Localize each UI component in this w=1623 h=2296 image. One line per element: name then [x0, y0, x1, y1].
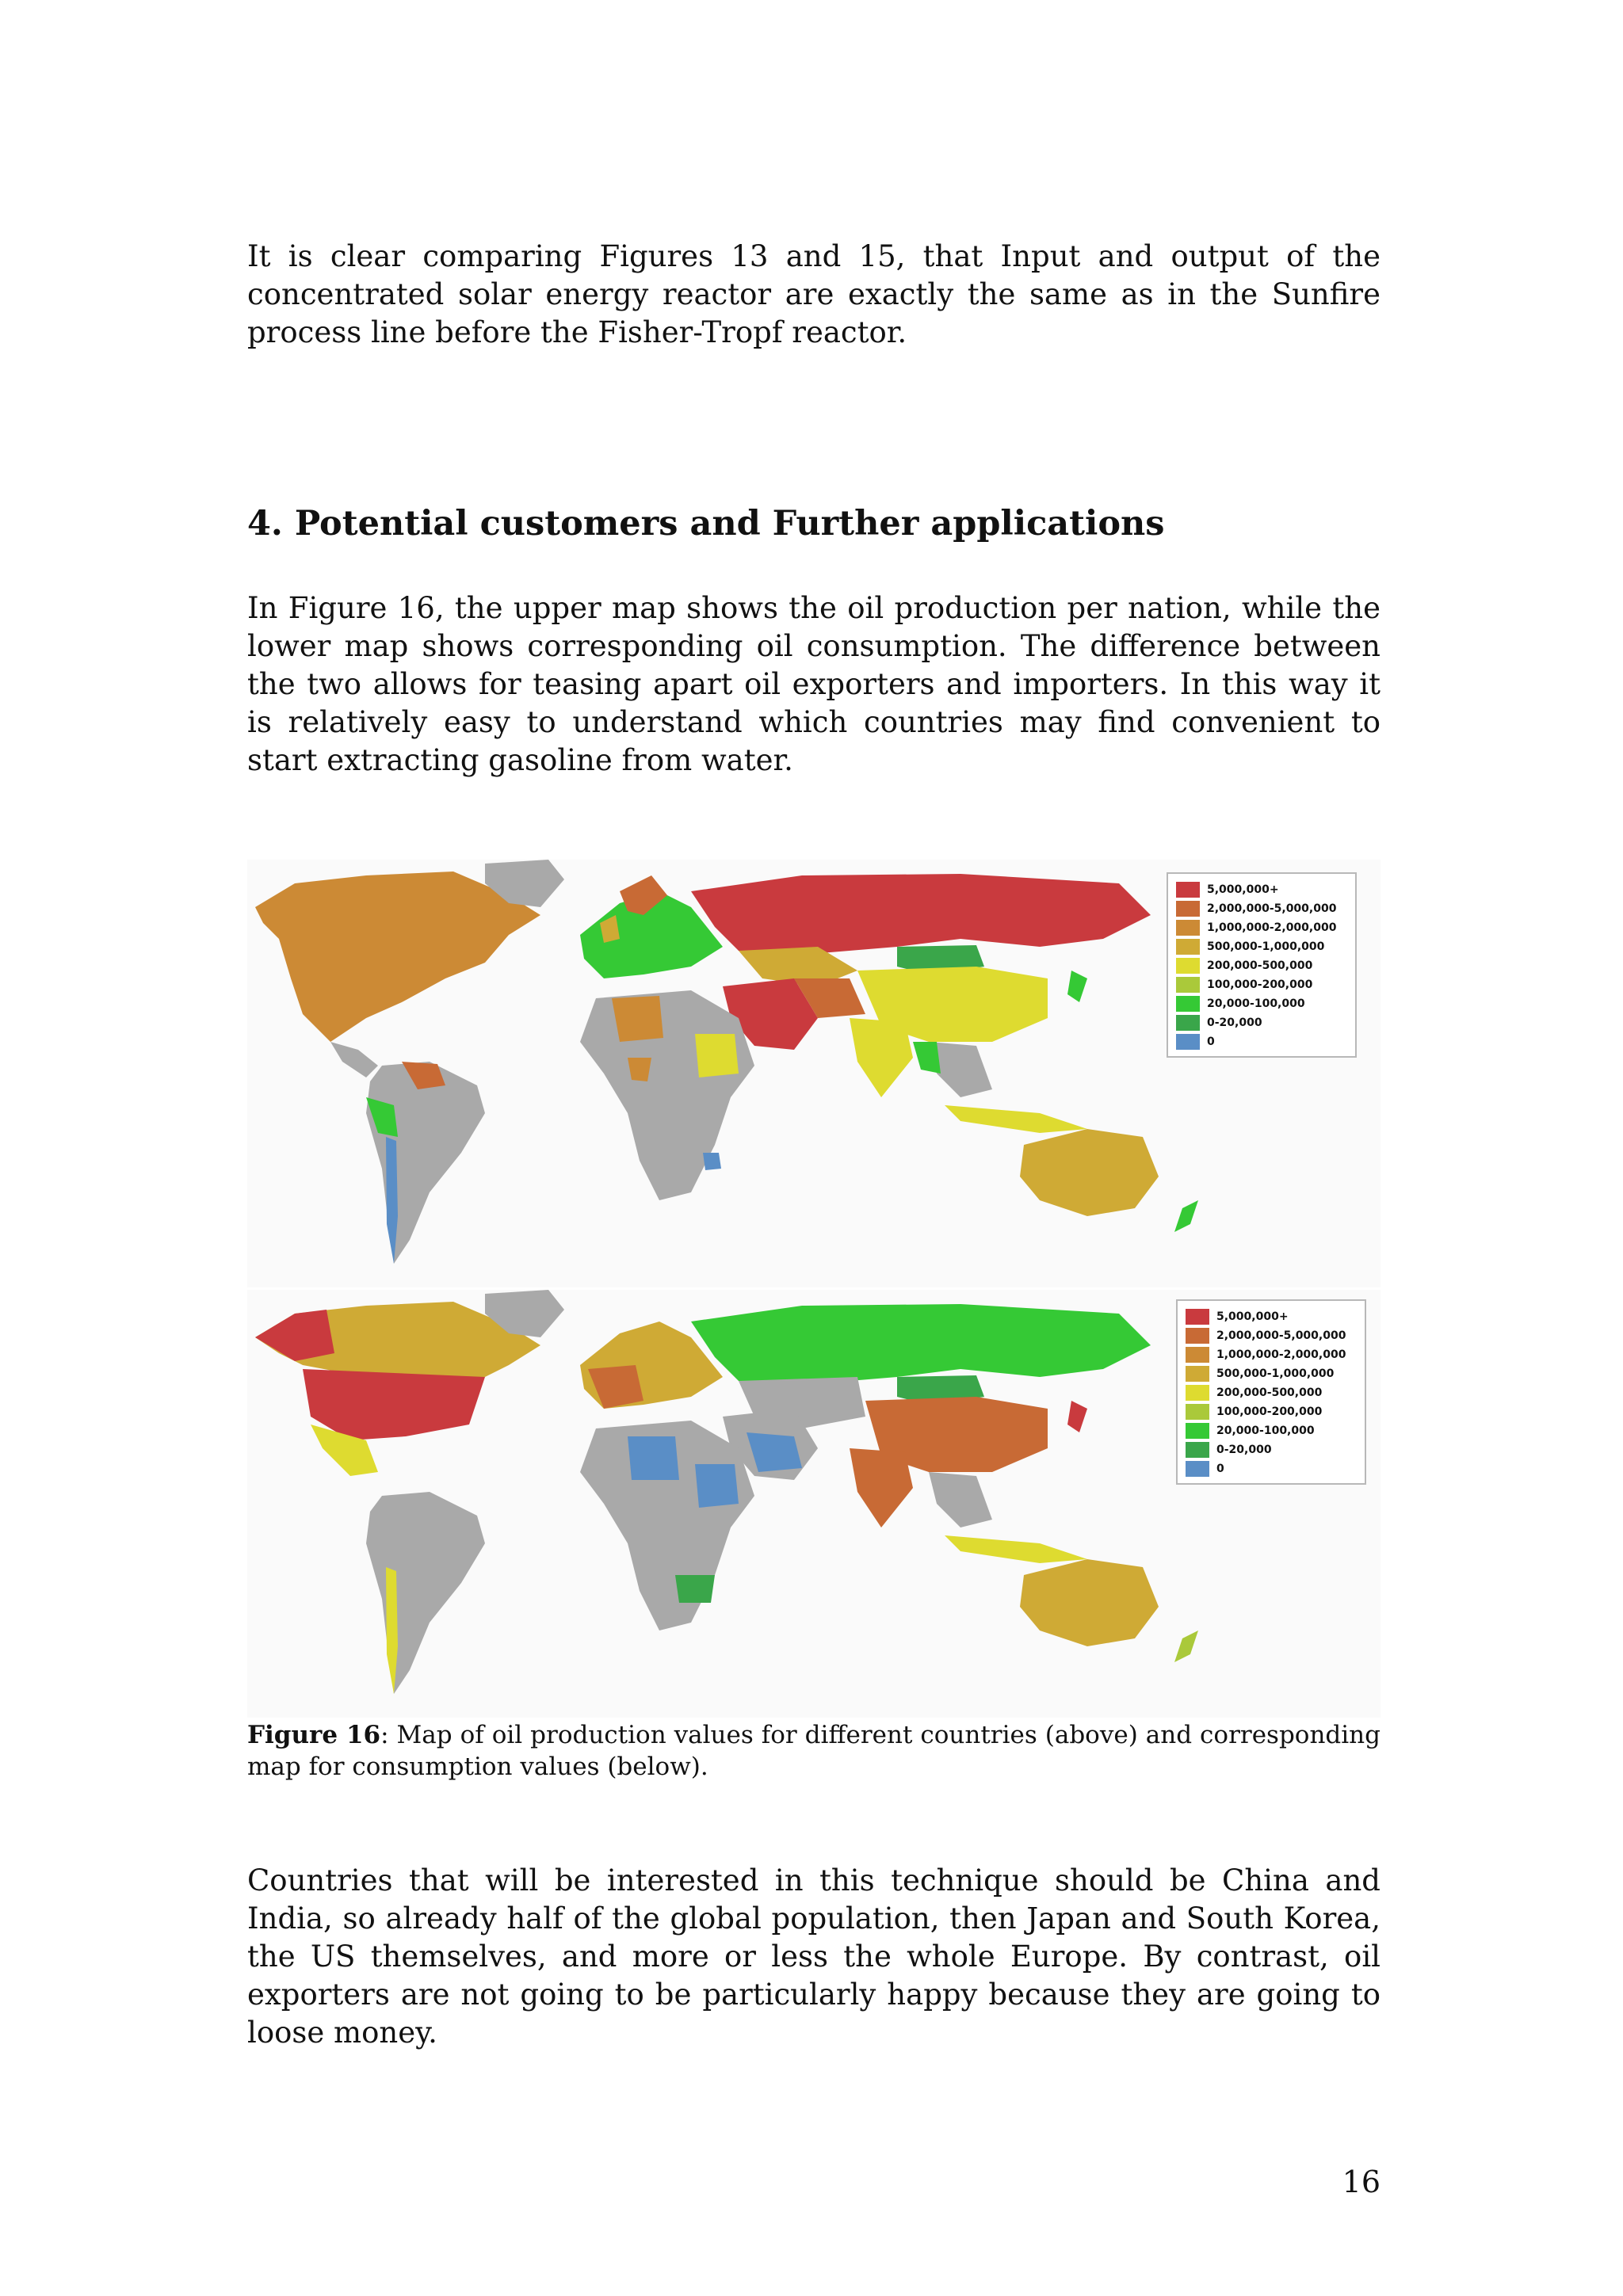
legend-label: 20,000-100,000 [1216, 1425, 1315, 1437]
legend-row [1176, 918, 1349, 937]
legend-label: 5,000,000+ [1216, 1310, 1289, 1323]
map-region-indonesia [945, 1535, 1087, 1563]
map-region-sudan [695, 1034, 739, 1077]
legend-swatch [1176, 901, 1200, 917]
legend-label: 0-20,000 [1207, 1016, 1262, 1029]
map-region-sudan [695, 1464, 739, 1508]
legend-row [1186, 1440, 1358, 1459]
legend-label: 100,000-200,000 [1216, 1405, 1323, 1418]
legend-swatch [1186, 1309, 1209, 1325]
map-region-zimbabwe [703, 1153, 721, 1170]
legend-row [1186, 1326, 1358, 1345]
legend-row [1186, 1383, 1358, 1402]
map-region-alaska [255, 1310, 334, 1361]
section-heading: 4. Potential customers and Further applications [247, 504, 1165, 543]
legend-label: 5,000,000+ [1207, 883, 1279, 896]
intro-paragraph: It is clear comparing Figures 13 and 15, that Input and output of the concentrated solar energy reactor are exactly the same as in the Sunfire process line before the Fisher-Tropf reactor. [247, 239, 1381, 349]
legend-swatch [1176, 996, 1200, 1012]
legend-row [1176, 899, 1349, 918]
legend-row [1176, 880, 1349, 899]
legend-swatch [1186, 1347, 1209, 1363]
map-region-new-zealand [1174, 1200, 1198, 1232]
legend-label: 100,000-200,000 [1207, 978, 1313, 991]
map-region-russia [691, 1304, 1151, 1385]
legend-row [1176, 994, 1349, 1013]
map-region-southeast-asia [929, 1472, 992, 1527]
figure-caption [247, 1719, 1381, 1783]
figure-intro-paragraph: In Figure 16, the upper map shows the oil production per nation, while the lower map shows corresponding oil consumption. The difference between the two allows for teasing apart oil exporters and importers. In this way it is relatively easy to understand which countries may find convenient to start extracting gasoline from water. [247, 591, 1381, 777]
legend-swatch [1186, 1423, 1209, 1439]
legend-label: 0 [1216, 1463, 1224, 1475]
legend-row [1176, 1032, 1349, 1051]
figure-caption-text: : Map of oil production values for different countries (above) and corresponding map for consumption values (below). [247, 1721, 1381, 1781]
legend-label: 500,000-1,000,000 [1216, 1367, 1335, 1380]
legend-swatch [1176, 920, 1200, 936]
map-region-russia [691, 874, 1151, 955]
legend-row [1186, 1421, 1358, 1440]
legend-row [1186, 1459, 1358, 1478]
legend-row [1176, 937, 1349, 956]
map-region-central-america [330, 1042, 378, 1077]
legend-row [1186, 1402, 1358, 1421]
legend-label: 1,000,000-2,000,000 [1216, 1348, 1346, 1361]
map-region-japan [1067, 971, 1087, 1002]
legend-swatch [1186, 1404, 1209, 1420]
legend-swatch [1186, 1328, 1209, 1344]
legend-row [1186, 1364, 1358, 1383]
legend-swatch [1176, 882, 1200, 898]
map-region-japan [1067, 1401, 1087, 1432]
legend-swatch [1186, 1385, 1209, 1401]
legend-label: 0-20,000 [1216, 1444, 1272, 1456]
legend-label: 200,000-500,000 [1216, 1386, 1323, 1399]
consumption-map-legend [1176, 1299, 1366, 1485]
legend-label: 20,000-100,000 [1207, 997, 1305, 1010]
map-region-australia [1020, 1559, 1159, 1646]
production-map [247, 860, 1381, 1287]
page-number: 16 [1342, 2164, 1381, 2199]
legend-swatch [1176, 939, 1200, 955]
map-region-western-europe [588, 1365, 643, 1409]
map-region-south-america [366, 1492, 485, 1694]
map-region-southern-africa [675, 1575, 715, 1603]
legend-label: 200,000-500,000 [1207, 959, 1313, 972]
figure-caption-label: Figure 16 [247, 1721, 381, 1749]
legend-swatch [1176, 958, 1200, 974]
map-region-indonesia [945, 1105, 1087, 1133]
legend-label: 2,000,000-5,000,000 [1207, 902, 1337, 915]
legend-swatch [1186, 1442, 1209, 1458]
legend-row [1186, 1307, 1358, 1326]
map-region-south-america [366, 1062, 485, 1264]
map-region-india [850, 1448, 913, 1527]
map-region-algeria [612, 996, 663, 1042]
legend-row [1186, 1345, 1358, 1364]
legend-label: 500,000-1,000,000 [1207, 940, 1325, 953]
conclusion-paragraph: Countries that will be interested in this technique should be China and India, so already half of the global population, then Japan and South Korea, the US themselves, and more or less the whole Europe. By contrast, oil exporters are not going to be particularly happy because they are going to loose money. [247, 1863, 1381, 2050]
legend-swatch [1186, 1461, 1209, 1477]
map-region-united-states [303, 1369, 485, 1440]
legend-label: 1,000,000-2,000,000 [1207, 921, 1337, 934]
map-region-libya [628, 1436, 679, 1480]
legend-label: 0 [1207, 1035, 1215, 1048]
legend-swatch [1176, 1015, 1200, 1031]
legend-row [1176, 1013, 1349, 1032]
legend-swatch [1186, 1366, 1209, 1382]
map-region-new-zealand [1174, 1630, 1198, 1662]
map-region-australia [1020, 1129, 1159, 1216]
consumption-map [247, 1290, 1381, 1718]
map-region-myanmar [913, 1042, 941, 1074]
legend-label: 2,000,000-5,000,000 [1216, 1329, 1346, 1342]
map-region-india [850, 1018, 913, 1097]
legend-row [1176, 956, 1349, 975]
legend-swatch [1176, 977, 1200, 993]
map-region-north-america [255, 871, 540, 1042]
production-map-legend [1167, 872, 1357, 1058]
map-region-africa [580, 990, 754, 1200]
legend-swatch [1176, 1034, 1200, 1050]
legend-row [1176, 975, 1349, 994]
